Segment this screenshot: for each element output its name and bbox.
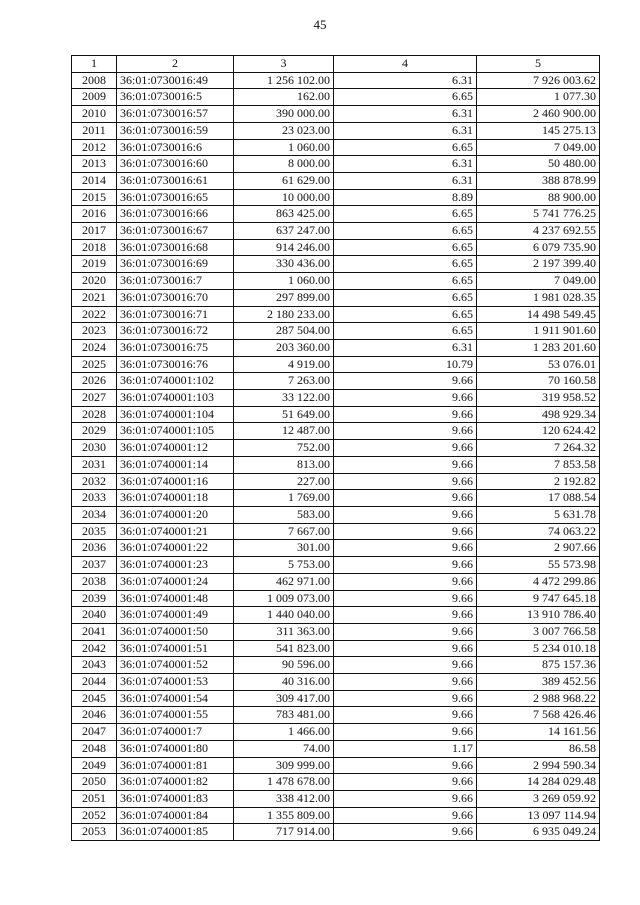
row-number-cell: 2029: [72, 423, 117, 440]
row-number-cell: 2028: [72, 406, 117, 423]
table-row: [72, 423, 600, 440]
table-row: [72, 89, 600, 106]
table-row: [72, 390, 600, 407]
cadastral-number-cell: 36:01:0730016:69: [117, 256, 234, 273]
table-row: [72, 456, 600, 473]
value-cell: 7 049.00: [477, 139, 600, 156]
cadastral-number-cell: 36:01:0730016:65: [117, 189, 234, 206]
cadastral-number-cell: 36:01:0730016:70: [117, 289, 234, 306]
rate-cell: 6.31: [334, 156, 477, 173]
row-number-cell: 2046: [72, 707, 117, 724]
value-cell: 2 192.82: [477, 473, 600, 490]
value-cell: 6 935 049.24: [477, 824, 600, 841]
area-cell: 462 971.00: [234, 573, 334, 590]
table-row: [72, 306, 600, 323]
row-number-cell: 2015: [72, 189, 117, 206]
table-row: [72, 724, 600, 741]
cadastral-number-cell: 36:01:0740001:20: [117, 506, 234, 523]
area-cell: 287 504.00: [234, 323, 334, 340]
table-row: [72, 573, 600, 590]
area-cell: 297 899.00: [234, 289, 334, 306]
table-row: [72, 473, 600, 490]
row-number-cell: 2030: [72, 440, 117, 457]
value-cell: 74 063.22: [477, 523, 600, 540]
table-row: [72, 740, 600, 757]
row-number-cell: 2018: [72, 239, 117, 256]
area-cell: 1 478 678.00: [234, 774, 334, 791]
table-header-row: [72, 56, 600, 73]
row-number-cell: 2014: [72, 172, 117, 189]
area-cell: 7 667.00: [234, 523, 334, 540]
cadastral-number-cell: 36:01:0740001:81: [117, 757, 234, 774]
table-row: [72, 356, 600, 373]
rate-cell: 6.65: [334, 289, 477, 306]
row-number-cell: 2031: [72, 456, 117, 473]
value-cell: 319 958.52: [477, 390, 600, 407]
cadastral-number-cell: 36:01:0740001:55: [117, 707, 234, 724]
cadastral-number-cell: 36:01:0730016:57: [117, 106, 234, 123]
area-cell: 5 753.00: [234, 557, 334, 574]
cadastral-number-cell: 36:01:0740001:16: [117, 473, 234, 490]
row-number-cell: 2048: [72, 740, 117, 757]
row-number-cell: 2025: [72, 356, 117, 373]
value-cell: 50 480.00: [477, 156, 600, 173]
table-row: [72, 106, 600, 123]
rate-cell: 9.66: [334, 824, 477, 841]
value-cell: 55 573.98: [477, 557, 600, 574]
row-number-cell: 2049: [72, 757, 117, 774]
table-row: [72, 139, 600, 156]
value-cell: 2 197 399.40: [477, 256, 600, 273]
rate-cell: 9.66: [334, 440, 477, 457]
row-number-cell: 2012: [72, 139, 117, 156]
column-header-3: 3: [234, 56, 334, 73]
area-cell: 33 122.00: [234, 390, 334, 407]
row-number-cell: 2009: [72, 89, 117, 106]
rate-cell: 9.66: [334, 373, 477, 390]
rate-cell: 6.31: [334, 339, 477, 356]
table-row: [72, 506, 600, 523]
value-cell: 5 631.78: [477, 506, 600, 523]
value-cell: 389 452.56: [477, 674, 600, 691]
area-cell: 330 436.00: [234, 256, 334, 273]
rate-cell: 9.66: [334, 490, 477, 507]
value-cell: 13 097 114.94: [477, 807, 600, 824]
column-header-2: 2: [117, 56, 234, 73]
value-cell: 120 624.42: [477, 423, 600, 440]
column-header-4: 4: [334, 56, 477, 73]
cadastral-number-cell: 36:01:0740001:48: [117, 590, 234, 607]
rate-cell: 9.66: [334, 390, 477, 407]
cadastral-number-cell: 36:01:0740001:105: [117, 423, 234, 440]
area-cell: 583.00: [234, 506, 334, 523]
table-row: [72, 373, 600, 390]
row-number-cell: 2020: [72, 273, 117, 290]
area-cell: 1 060.00: [234, 139, 334, 156]
area-cell: 1 355 809.00: [234, 807, 334, 824]
table-row: [72, 339, 600, 356]
rate-cell: 6.31: [334, 122, 477, 139]
value-cell: 7 926 003.62: [477, 72, 600, 89]
table-row: [72, 323, 600, 340]
row-number-cell: 2044: [72, 674, 117, 691]
area-cell: 4 919.00: [234, 356, 334, 373]
rate-cell: 6.31: [334, 72, 477, 89]
value-cell: 4 472 299.86: [477, 573, 600, 590]
value-cell: 53 076.01: [477, 356, 600, 373]
cadastral-number-cell: 36:01:0730016:6: [117, 139, 234, 156]
cadastral-number-cell: 36:01:0740001:53: [117, 674, 234, 691]
row-number-cell: 2010: [72, 106, 117, 123]
page-number: 45: [313, 17, 327, 32]
rate-cell: 6.65: [334, 256, 477, 273]
area-cell: 541 823.00: [234, 640, 334, 657]
row-number-cell: 2036: [72, 540, 117, 557]
rate-cell: 9.66: [334, 757, 477, 774]
row-number-cell: 2008: [72, 72, 117, 89]
cadastral-number-cell: 36:01:0730016:49: [117, 72, 234, 89]
table-body: [72, 72, 600, 840]
table-row: [72, 523, 600, 540]
area-cell: 1 009 073.00: [234, 590, 334, 607]
cadastral-number-cell: 36:01:0740001:84: [117, 807, 234, 824]
value-cell: 86.58: [477, 740, 600, 757]
value-cell: 7 853.58: [477, 456, 600, 473]
row-number-cell: 2037: [72, 557, 117, 574]
cadastral-number-cell: 36:01:0730016:7: [117, 273, 234, 290]
value-cell: 875 157.36: [477, 657, 600, 674]
rate-cell: 6.65: [334, 239, 477, 256]
rate-cell: 9.66: [334, 790, 477, 807]
table-row: [72, 122, 600, 139]
value-cell: 2 460 900.00: [477, 106, 600, 123]
value-cell: 498 929.34: [477, 406, 600, 423]
row-number-cell: 2027: [72, 390, 117, 407]
cadastral-number-cell: 36:01:0740001:54: [117, 690, 234, 707]
rate-cell: 10.79: [334, 356, 477, 373]
row-number-cell: 2045: [72, 690, 117, 707]
table-row: [72, 607, 600, 624]
row-number-cell: 2011: [72, 122, 117, 139]
area-cell: 637 247.00: [234, 223, 334, 240]
rate-cell: 9.66: [334, 473, 477, 490]
area-cell: 2 180 233.00: [234, 306, 334, 323]
table-row: [72, 256, 600, 273]
table-row: [72, 807, 600, 824]
value-cell: 1 283 201.60: [477, 339, 600, 356]
table-row: [72, 289, 600, 306]
rate-cell: 6.31: [334, 172, 477, 189]
rate-cell: 6.65: [334, 223, 477, 240]
value-cell: 14 161.56: [477, 724, 600, 741]
rate-cell: 9.66: [334, 406, 477, 423]
cadastral-number-cell: 36:01:0740001:80: [117, 740, 234, 757]
value-cell: 14 284 029.48: [477, 774, 600, 791]
area-cell: 1 060.00: [234, 273, 334, 290]
rate-cell: 9.66: [334, 640, 477, 657]
area-cell: 390 000.00: [234, 106, 334, 123]
row-number-cell: 2017: [72, 223, 117, 240]
cadastral-number-cell: 36:01:0730016:71: [117, 306, 234, 323]
rate-cell: 9.66: [334, 540, 477, 557]
row-number-cell: 2013: [72, 156, 117, 173]
table-row: [72, 707, 600, 724]
area-cell: 717 914.00: [234, 824, 334, 841]
cadastral-number-cell: 36:01:0730016:68: [117, 239, 234, 256]
value-cell: 2 994 590.34: [477, 757, 600, 774]
table-row: [72, 774, 600, 791]
area-cell: 1 256 102.00: [234, 72, 334, 89]
table-row: [72, 674, 600, 691]
table-row: [72, 273, 600, 290]
rate-cell: 6.31: [334, 106, 477, 123]
cadastral-number-cell: 36:01:0740001:103: [117, 390, 234, 407]
area-cell: 203 360.00: [234, 339, 334, 356]
area-cell: 1 769.00: [234, 490, 334, 507]
table-row: [72, 623, 600, 640]
value-cell: 1 981 028.35: [477, 289, 600, 306]
cadastral-number-cell: 36:01:0740001:83: [117, 790, 234, 807]
table-row: [72, 72, 600, 89]
area-cell: 813.00: [234, 456, 334, 473]
rate-cell: 9.66: [334, 674, 477, 691]
value-cell: 7 049.00: [477, 273, 600, 290]
rate-cell: 9.66: [334, 724, 477, 741]
value-cell: 3 007 766.58: [477, 623, 600, 640]
cadastral-number-cell: 36:01:0740001:24: [117, 573, 234, 590]
row-number-cell: 2035: [72, 523, 117, 540]
area-cell: 90 596.00: [234, 657, 334, 674]
area-cell: 309 999.00: [234, 757, 334, 774]
cadastral-number-cell: 36:01:0740001:12: [117, 440, 234, 457]
table-row: [72, 156, 600, 173]
table-row: [72, 690, 600, 707]
column-header-1: 1: [72, 56, 117, 73]
table-row: [72, 406, 600, 423]
table-row: [72, 172, 600, 189]
value-cell: 388 878.99: [477, 172, 600, 189]
row-number-cell: 2050: [72, 774, 117, 791]
cadastral-number-cell: 36:01:0740001:7: [117, 724, 234, 741]
row-number-cell: 2053: [72, 824, 117, 841]
value-cell: 3 269 059.92: [477, 790, 600, 807]
value-cell: 5 741 776.25: [477, 206, 600, 223]
area-cell: 338 412.00: [234, 790, 334, 807]
area-cell: 1 440 040.00: [234, 607, 334, 624]
value-cell: 7 568 426.46: [477, 707, 600, 724]
value-cell: 145 275.13: [477, 122, 600, 139]
value-cell: 13 910 786.40: [477, 607, 600, 624]
table-row: [72, 239, 600, 256]
area-cell: 10 000.00: [234, 189, 334, 206]
rate-cell: 6.65: [334, 89, 477, 106]
rate-cell: 6.65: [334, 273, 477, 290]
row-number-cell: 2016: [72, 206, 117, 223]
table-row: [72, 189, 600, 206]
value-cell: 2 988 968.22: [477, 690, 600, 707]
area-cell: 863 425.00: [234, 206, 334, 223]
rate-cell: 6.65: [334, 139, 477, 156]
row-number-cell: 2047: [72, 724, 117, 741]
table-row: [72, 223, 600, 240]
area-cell: 23 023.00: [234, 122, 334, 139]
area-cell: 752.00: [234, 440, 334, 457]
table-row: [72, 206, 600, 223]
value-cell: 1 911 901.60: [477, 323, 600, 340]
area-cell: 1 466.00: [234, 724, 334, 741]
row-number-cell: 2026: [72, 373, 117, 390]
cadastral-number-cell: 36:01:0730016:60: [117, 156, 234, 173]
cadastral-number-cell: 36:01:0740001:18: [117, 490, 234, 507]
row-number-cell: 2034: [72, 506, 117, 523]
cadastral-number-cell: 36:01:0730016:72: [117, 323, 234, 340]
cadastral-number-cell: 36:01:0740001:14: [117, 456, 234, 473]
table-row: [72, 824, 600, 841]
area-cell: 51 649.00: [234, 406, 334, 423]
row-number-cell: 2038: [72, 573, 117, 590]
value-cell: 14 498 549.45: [477, 306, 600, 323]
value-cell: 2 907.66: [477, 540, 600, 557]
cadastral-number-cell: 36:01:0740001:49: [117, 607, 234, 624]
cadastral-number-cell: 36:01:0740001:22: [117, 540, 234, 557]
data-table: [71, 55, 600, 841]
rate-cell: 8.89: [334, 189, 477, 206]
rate-cell: 9.66: [334, 707, 477, 724]
area-cell: 311 363.00: [234, 623, 334, 640]
rate-cell: 9.66: [334, 590, 477, 607]
row-number-cell: 2040: [72, 607, 117, 624]
row-number-cell: 2023: [72, 323, 117, 340]
row-number-cell: 2021: [72, 289, 117, 306]
table-row: [72, 540, 600, 557]
area-cell: 227.00: [234, 473, 334, 490]
row-number-cell: 2052: [72, 807, 117, 824]
cadastral-number-cell: 36:01:0730016:76: [117, 356, 234, 373]
rate-cell: 6.65: [334, 206, 477, 223]
value-cell: 17 088.54: [477, 490, 600, 507]
value-cell: 9 747 645.18: [477, 590, 600, 607]
table-row: [72, 640, 600, 657]
row-number-cell: 2033: [72, 490, 117, 507]
value-cell: 6 079 735.90: [477, 239, 600, 256]
cadastral-number-cell: 36:01:0740001:102: [117, 373, 234, 390]
rate-cell: 9.66: [334, 573, 477, 590]
cadastral-number-cell: 36:01:0740001:51: [117, 640, 234, 657]
rate-cell: 9.66: [334, 623, 477, 640]
value-cell: 4 237 692.55: [477, 223, 600, 240]
row-number-cell: 2051: [72, 790, 117, 807]
rate-cell: 9.66: [334, 690, 477, 707]
cadastral-number-cell: 36:01:0730016:66: [117, 206, 234, 223]
row-number-cell: 2019: [72, 256, 117, 273]
cadastral-number-cell: 36:01:0730016:59: [117, 122, 234, 139]
row-number-cell: 2039: [72, 590, 117, 607]
area-cell: 301.00: [234, 540, 334, 557]
rate-cell: 9.66: [334, 657, 477, 674]
cadastral-number-cell: 36:01:0740001:50: [117, 623, 234, 640]
rate-cell: 9.66: [334, 506, 477, 523]
value-cell: 88 900.00: [477, 189, 600, 206]
cadastral-number-cell: 36:01:0730016:75: [117, 339, 234, 356]
value-cell: 5 234 010.18: [477, 640, 600, 657]
table-row: [72, 757, 600, 774]
area-cell: 783 481.00: [234, 707, 334, 724]
rate-cell: 1.17: [334, 740, 477, 757]
table-row: [72, 557, 600, 574]
cadastral-number-cell: 36:01:0740001:104: [117, 406, 234, 423]
cadastral-number-cell: 36:01:0740001:85: [117, 824, 234, 841]
value-cell: 7 264.32: [477, 440, 600, 457]
rate-cell: 9.66: [334, 423, 477, 440]
rate-cell: 9.66: [334, 523, 477, 540]
area-cell: 74.00: [234, 740, 334, 757]
rate-cell: 9.66: [334, 607, 477, 624]
area-cell: 61 629.00: [234, 172, 334, 189]
cadastral-number-cell: 36:01:0730016:67: [117, 223, 234, 240]
cadastral-number-cell: 36:01:0740001:52: [117, 657, 234, 674]
area-cell: 7 263.00: [234, 373, 334, 390]
row-number-cell: 2024: [72, 339, 117, 356]
rate-cell: 9.66: [334, 456, 477, 473]
rate-cell: 6.65: [334, 323, 477, 340]
cadastral-number-cell: 36:01:0730016:5: [117, 89, 234, 106]
area-cell: 40 316.00: [234, 674, 334, 691]
value-cell: 70 160.58: [477, 373, 600, 390]
area-cell: 309 417.00: [234, 690, 334, 707]
cadastral-number-cell: 36:01:0740001:82: [117, 774, 234, 791]
cadastral-number-cell: 36:01:0730016:61: [117, 172, 234, 189]
area-cell: 162.00: [234, 89, 334, 106]
row-number-cell: 2041: [72, 623, 117, 640]
rate-cell: 9.66: [334, 774, 477, 791]
table-row: [72, 440, 600, 457]
column-header-5: 5: [477, 56, 600, 73]
area-cell: 12 487.00: [234, 423, 334, 440]
table-row: [72, 790, 600, 807]
cadastral-number-cell: 36:01:0740001:23: [117, 557, 234, 574]
area-cell: 8 000.00: [234, 156, 334, 173]
rate-cell: 9.66: [334, 807, 477, 824]
table-row: [72, 657, 600, 674]
row-number-cell: 2022: [72, 306, 117, 323]
row-number-cell: 2043: [72, 657, 117, 674]
table-row: [72, 590, 600, 607]
value-cell: 1 077.30: [477, 89, 600, 106]
area-cell: 914 246.00: [234, 239, 334, 256]
cadastral-number-cell: 36:01:0740001:21: [117, 523, 234, 540]
rate-cell: 9.66: [334, 557, 477, 574]
row-number-cell: 2032: [72, 473, 117, 490]
rate-cell: 6.65: [334, 306, 477, 323]
row-number-cell: 2042: [72, 640, 117, 657]
table-row: [72, 490, 600, 507]
